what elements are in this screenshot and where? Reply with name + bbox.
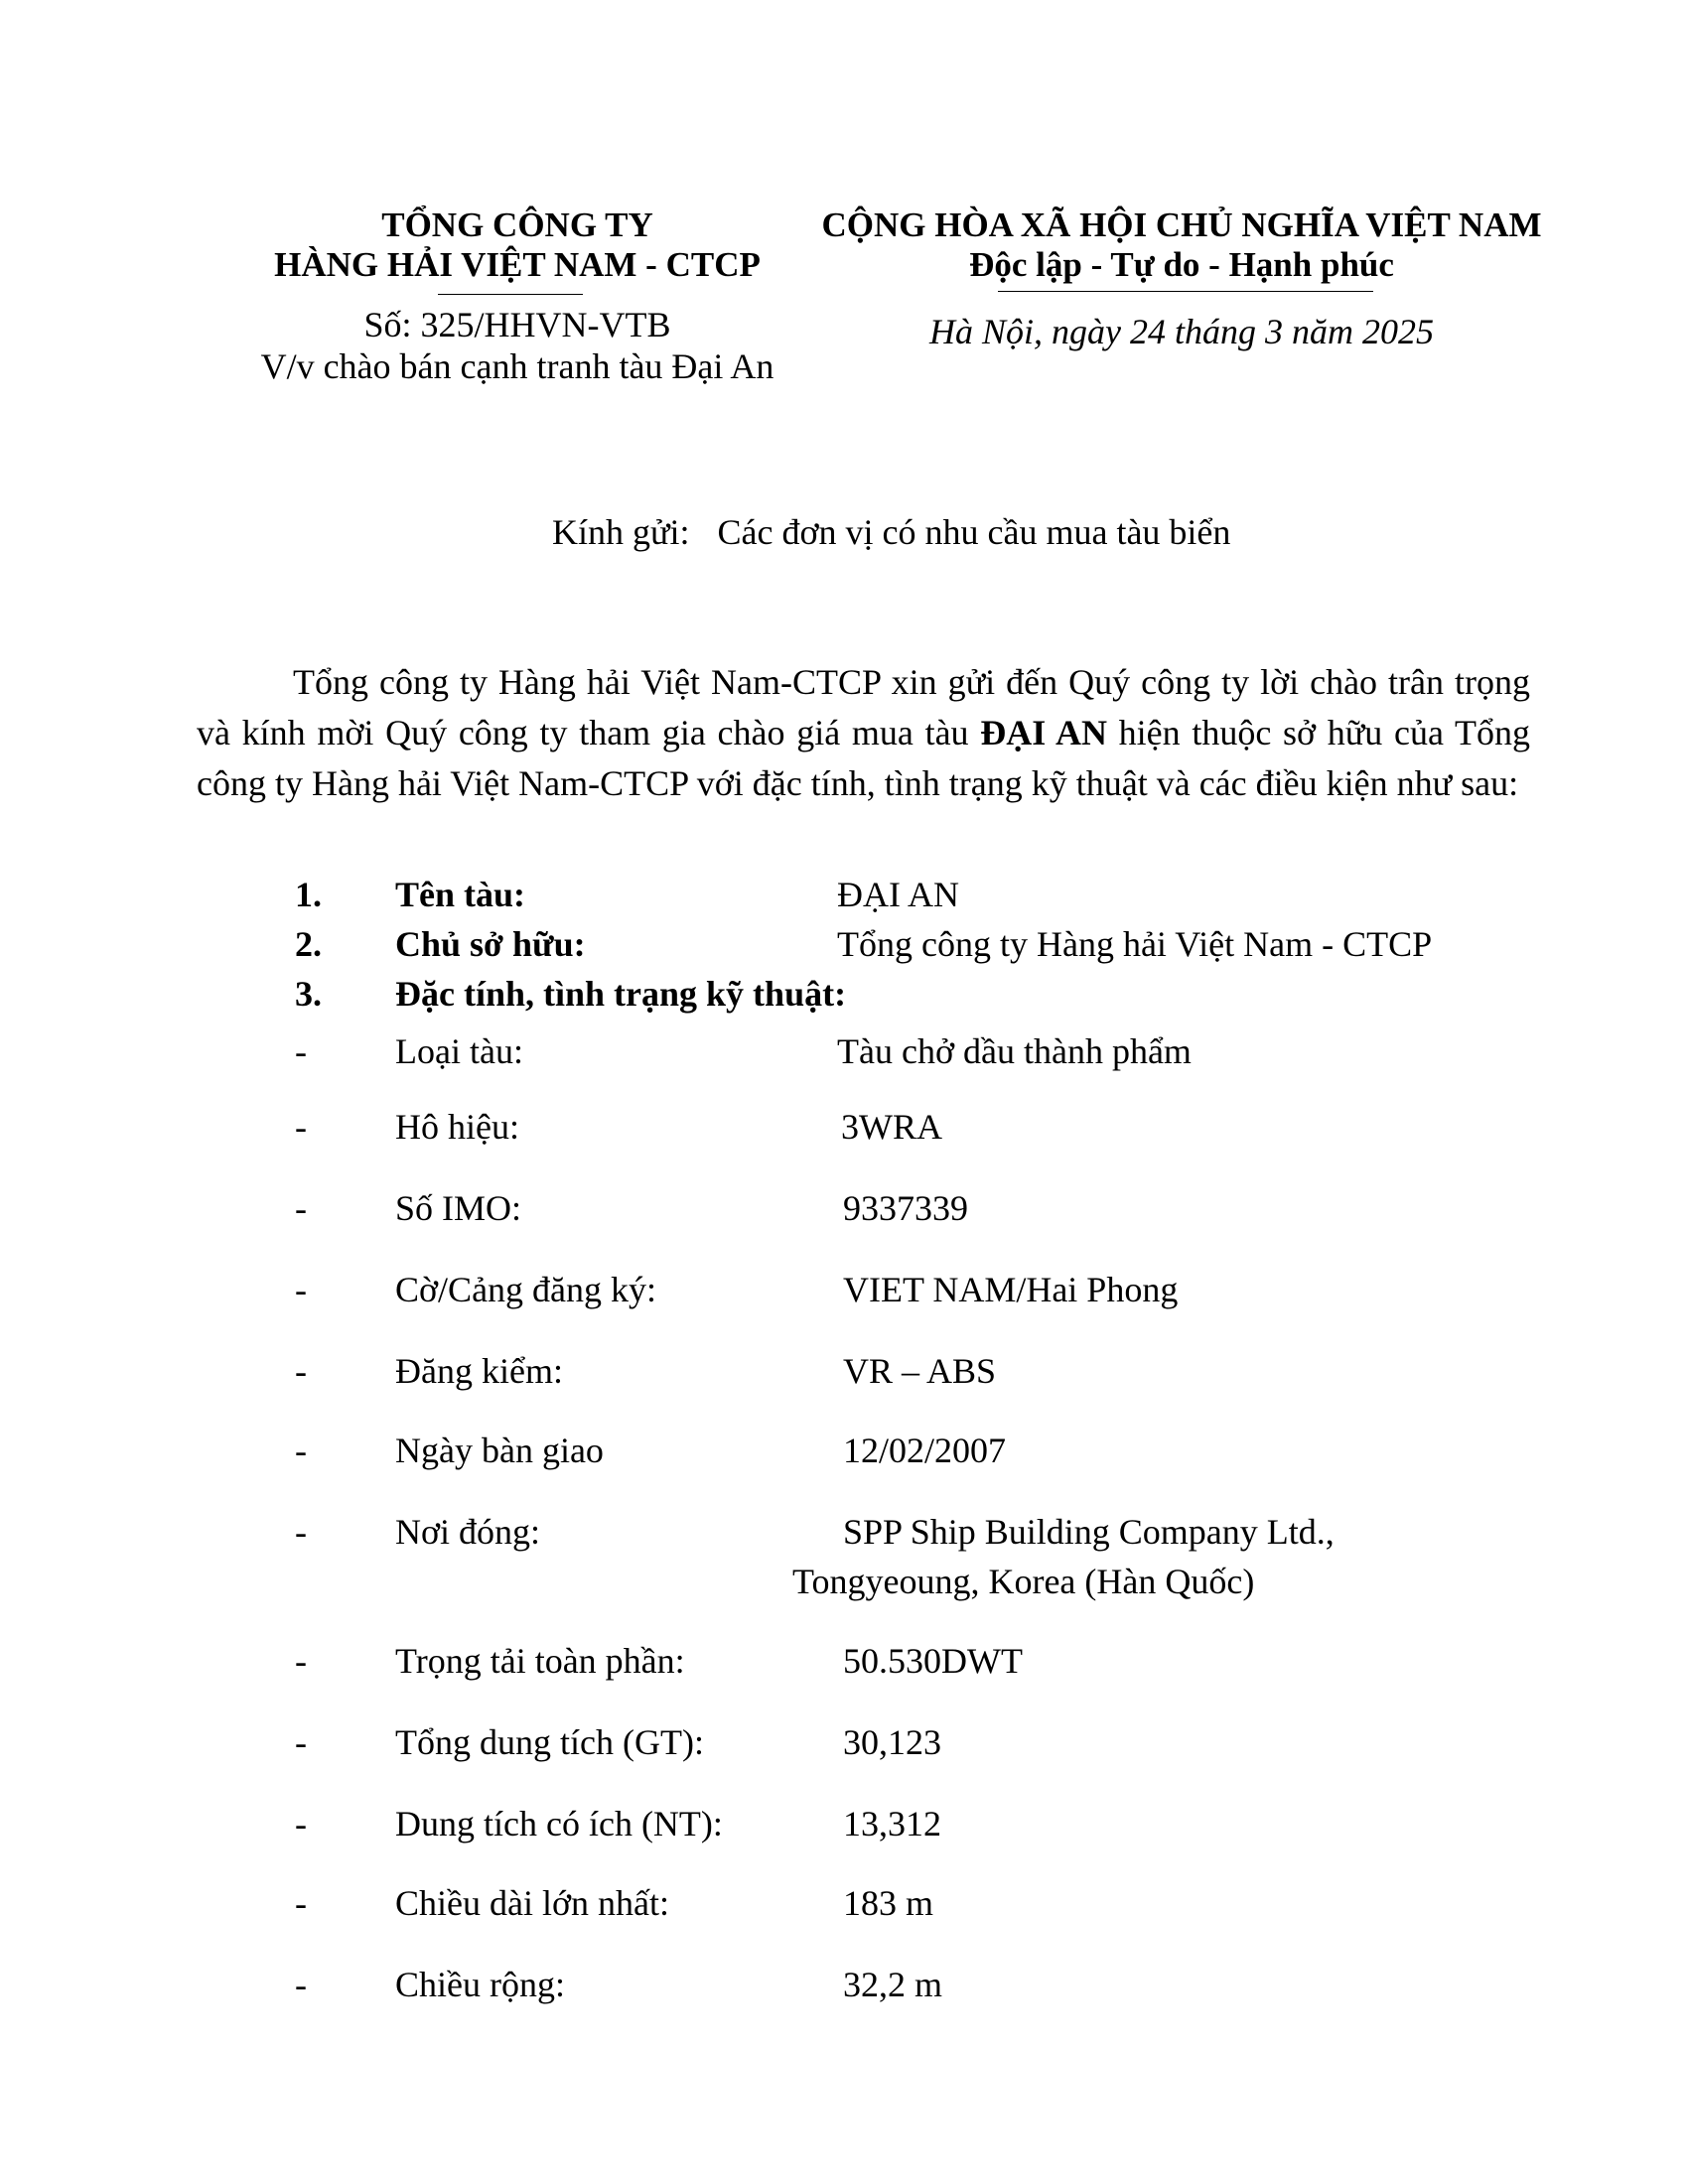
spec-label-gross-tonnage: Tổng dung tích (GT): [395,1722,704,1762]
spec-label-call-sign: Hô hiệu: [395,1107,519,1147]
spec-value-flag-port: VIET NAM/Hai Phong [843,1270,1179,1309]
spec-value-length-overall: 183 m [843,1883,934,1923]
spec-label-flag-port: Cờ/Cảng đăng ký: [395,1270,657,1309]
spec-value-net-tonnage: 13,312 [843,1804,941,1843]
spec-dash: - [295,1107,307,1147]
recipient-value: Các đơn vị có nhu cầu mua tàu biển [717,512,1231,552]
spec-dash: - [295,1965,307,2004]
spec-label-net-tonnage: Dung tích có ích (NT): [395,1804,723,1843]
spec-dash: - [295,1722,307,1762]
spec-label-builder: Nơi đóng: [395,1512,541,1552]
national-motto: Độc lập - Tự do - Hạnh phúc [969,245,1394,284]
place-and-date: Hà Nội, ngày 24 tháng 3 năm 2025 [929,312,1434,351]
spec-dash: - [295,1351,307,1391]
spec-label-classification: Đăng kiểm: [395,1351,563,1391]
spec-value-call-sign: 3WRA [841,1107,942,1147]
document-number: Số: 325/HHVN-VTB [363,305,671,344]
spec-value-ship-type: Tàu chở dầu thành phẩm [837,1031,1192,1071]
spec-value-builder-line1: SPP Ship Building Company Ltd., [843,1512,1335,1552]
item-number-2: 2. [295,924,322,964]
spec-dash: - [295,1641,307,1681]
spec-dash: - [295,1512,307,1552]
item-value-ship-name: ĐẠI AN [837,875,959,914]
spec-dash: - [295,1883,307,1923]
org-name-line2: HÀNG HẢI VIỆT NAM - CTCP [274,245,761,284]
spec-value-builder-line2: Tongyeoung, Korea (Hàn Quốc) [792,1562,1255,1601]
spec-value-delivery-date: 12/02/2007 [843,1431,1007,1470]
recipient-line [552,511,1230,553]
intro-text-part2: hiện thuộc sở hữu của Tổng công ty Hàng hải Việt Nam-CTCP với đặc tính, tình trạng kỹ thuật và các điều kiện như sau: [197,713,1530,803]
spec-label-length-overall: Chiều dài lớn nhất: [395,1883,669,1923]
recipient-label: Kính gửi: [552,512,690,552]
spec-value-breadth: 32,2 m [843,1965,943,2004]
spec-dash: - [295,1431,307,1470]
nation-title: CỘNG HÒA XÃ HỘI CHỦ NGHĨA VIỆT NAM [821,205,1542,244]
spec-label-delivery-date: Ngày bàn giao [395,1431,604,1470]
item-label-specs: Đặc tính, tình trạng kỹ thuật: [395,974,847,1014]
spec-label-breadth: Chiều rộng: [395,1965,565,2004]
intro-ship-name: ĐẠI AN [980,713,1107,752]
org-name-line1: TỔNG CÔNG TY [381,205,653,244]
item-value-owner: Tổng công ty Hàng hải Việt Nam - CTCP [837,924,1433,964]
spec-value-gross-tonnage: 30,123 [843,1722,941,1762]
item-label-owner: Chủ sở hữu: [395,924,586,964]
spec-label-ship-type: Loại tàu: [395,1031,523,1071]
org-underline [438,294,583,295]
spec-label-deadweight: Trọng tải toàn phần: [395,1641,685,1681]
spec-dash: - [295,1804,307,1843]
spec-dash: - [295,1031,307,1071]
item-number-1: 1. [295,875,322,914]
spec-value-classification: VR – ABS [843,1351,997,1391]
motto-underline [998,291,1373,292]
spec-dash: - [295,1188,307,1228]
spec-label-imo: Số IMO: [395,1188,522,1228]
intro-paragraph [197,657,1530,809]
item-number-3: 3. [295,974,322,1014]
item-label-ship-name: Tên tàu: [395,875,526,914]
spec-dash: - [295,1270,307,1309]
document-subject: V/v chào bán cạnh tranh tàu Đại An [260,346,774,386]
spec-value-deadweight: 50.530DWT [843,1641,1023,1681]
spec-value-imo: 9337339 [843,1188,968,1228]
intro-text-part1: Tổng công ty Hàng hải Việt Nam-CTCP xin gửi đến Quý công ty lời chào trân trọng và kính mời Quý công ty tham gia chào giá mua tàu [197,662,1530,752]
